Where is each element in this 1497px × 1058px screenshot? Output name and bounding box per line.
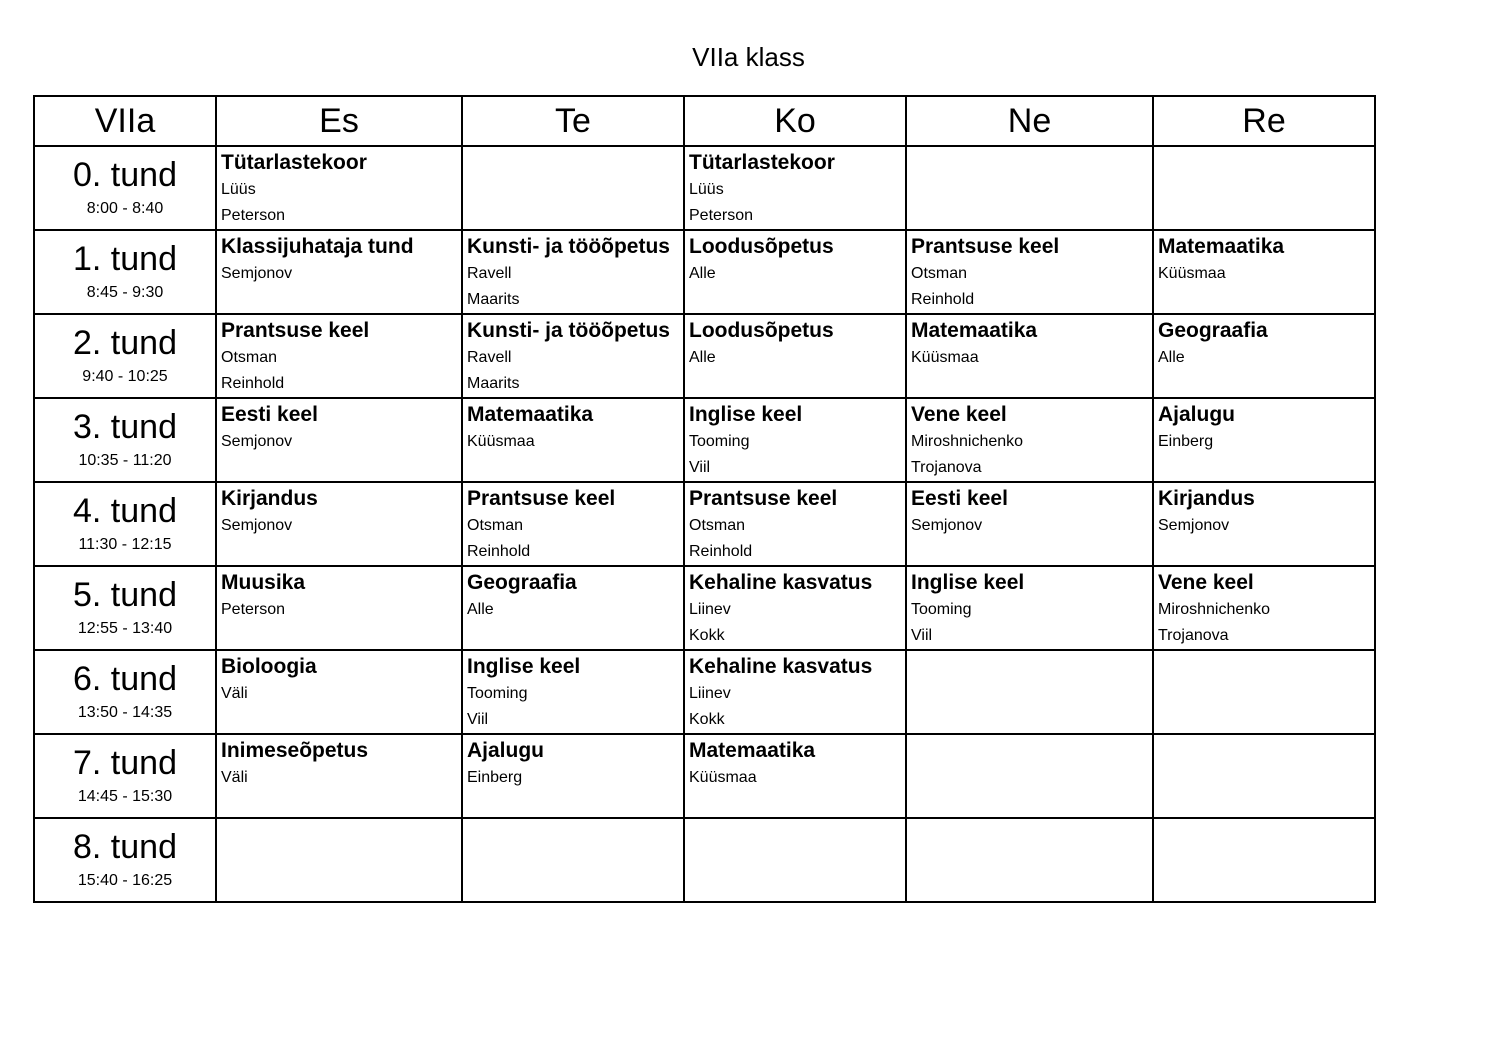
lesson-teacher: Peterson (221, 207, 286, 224)
table-row (34, 314, 1375, 398)
lesson-cell (462, 314, 684, 398)
lesson-cell (684, 398, 906, 482)
period-cell (34, 566, 216, 650)
lesson-subject: Kirjandus (1158, 487, 1255, 510)
lesson-subject: Loodusõpetus (689, 235, 834, 258)
lesson-cell (216, 146, 462, 230)
period-cell (34, 650, 216, 734)
lesson-teacher: Väli (221, 769, 248, 786)
lesson-teacher: Peterson (221, 601, 286, 618)
period-time: 8:45 - 9:30 (86, 284, 164, 301)
lesson-subject: Loodusõpetus (689, 319, 834, 342)
lesson-subject: Prantsuse keel (467, 487, 616, 510)
period-name: 7. tund (73, 744, 177, 782)
lesson-subject: Inglise keel (911, 571, 1025, 594)
lesson-teacher: Alle (689, 265, 716, 282)
lesson-teacher: Semjonov (221, 265, 293, 282)
lesson-cell (462, 482, 684, 566)
table-row (34, 230, 1375, 314)
table-row (34, 818, 1375, 902)
header-corner: VIIa (34, 96, 216, 146)
lesson-subject: Kirjandus (221, 487, 318, 510)
lesson-teacher: Trojanova (1158, 627, 1229, 644)
lesson-cell (216, 314, 462, 398)
lesson-teacher: Semjonov (221, 517, 293, 534)
period-cell (34, 818, 216, 902)
lesson-teacher: Semjonov (911, 517, 983, 534)
period-cell (34, 398, 216, 482)
table-row (34, 398, 1375, 482)
lesson-teacher: Ravell (467, 265, 512, 282)
lesson-teacher: Tooming (467, 685, 528, 702)
lesson-cell (684, 818, 906, 902)
header-day-re: Re (1153, 96, 1375, 146)
period-name: 4. tund (73, 492, 177, 530)
period-name: 0. tund (73, 156, 177, 194)
period-time: 9:40 - 10:25 (82, 368, 168, 385)
table-row (34, 734, 1375, 818)
lesson-teacher: Alle (1158, 349, 1185, 366)
lesson-cell (216, 566, 462, 650)
lesson-cell (216, 734, 462, 818)
lesson-teacher: Otsman (467, 517, 524, 534)
lesson-subject: Ajalugu (1158, 403, 1235, 426)
header-day-es: Es (216, 96, 462, 146)
lesson-cell (1153, 734, 1375, 818)
lesson-cell (462, 734, 684, 818)
lesson-cell (684, 482, 906, 566)
lesson-teacher: Viil (467, 711, 489, 728)
lesson-subject: Matemaatika (467, 403, 594, 426)
lesson-subject: Inglise keel (689, 403, 803, 426)
period-cell (34, 482, 216, 566)
lesson-subject: Matemaatika (1158, 235, 1285, 258)
lesson-teacher: Küüsmaa (467, 433, 535, 450)
lesson-subject: Kehaline kasvatus (689, 571, 873, 594)
lesson-teacher: Einberg (1158, 433, 1214, 450)
lesson-cell (462, 650, 684, 734)
lesson-cell (216, 650, 462, 734)
lesson-subject: Tütarlastekoor (689, 151, 835, 174)
lesson-subject: Ajalugu (467, 739, 544, 762)
lesson-teacher: Küüsmaa (911, 349, 979, 366)
lesson-subject: Eesti keel (221, 403, 318, 426)
period-time: 10:35 - 11:20 (78, 452, 172, 469)
period-cell (34, 734, 216, 818)
period-time: 8:00 - 8:40 (86, 200, 164, 217)
period-time: 14:45 - 15:30 (77, 788, 173, 805)
lesson-subject: Kehaline kasvatus (689, 655, 873, 678)
lesson-teacher: Liinev (689, 685, 731, 702)
period-name: 6. tund (73, 660, 177, 698)
lesson-teacher: Tooming (911, 601, 972, 618)
header-day-ko: Ko (684, 96, 906, 146)
period-cell (34, 146, 216, 230)
lesson-subject: Inglise keel (467, 655, 581, 678)
lesson-subject: Geograafia (1158, 319, 1268, 342)
lesson-cell (462, 818, 684, 902)
period-cell (34, 230, 216, 314)
timetable (33, 95, 1376, 903)
period-name: 8. tund (73, 828, 177, 866)
table-row (34, 482, 1375, 566)
lesson-teacher: Miroshnichenko (911, 433, 1024, 450)
lesson-cell (216, 398, 462, 482)
lesson-teacher: Lüüs (221, 181, 256, 198)
lesson-cell (906, 650, 1153, 734)
lesson-cell (906, 734, 1153, 818)
lesson-teacher: Semjonov (221, 433, 293, 450)
lesson-teacher: Liinev (689, 601, 731, 618)
lesson-cell (1153, 146, 1375, 230)
lesson-subject: Klassijuhataja tund (221, 235, 414, 258)
table-row (34, 146, 1375, 230)
lesson-teacher: Lüüs (689, 181, 724, 198)
lesson-cell (1153, 566, 1375, 650)
lesson-teacher: Viil (689, 459, 711, 476)
lesson-cell (906, 566, 1153, 650)
lesson-teacher: Ravell (467, 349, 512, 366)
lesson-teacher: Semjonov (1158, 517, 1230, 534)
lesson-cell (684, 230, 906, 314)
table-row (34, 650, 1375, 734)
lesson-cell (906, 482, 1153, 566)
lesson-teacher: Maarits (467, 291, 520, 308)
lesson-teacher: Miroshnichenko (1158, 601, 1271, 618)
lesson-cell (906, 230, 1153, 314)
lesson-teacher: Küüsmaa (689, 769, 757, 786)
lesson-teacher: Reinhold (467, 543, 531, 560)
lesson-teacher: Alle (467, 601, 494, 618)
lesson-cell (216, 482, 462, 566)
header-row (34, 96, 1375, 146)
lesson-teacher: Kokk (689, 711, 725, 728)
period-time: 12:55 - 13:40 (77, 620, 173, 637)
period-time: 13:50 - 14:35 (77, 704, 173, 721)
lesson-cell (906, 146, 1153, 230)
page-title: VIIa klass (692, 42, 805, 72)
lesson-subject: Prantsuse keel (221, 319, 370, 342)
lesson-cell (684, 146, 906, 230)
header-day-ne: Ne (906, 96, 1153, 146)
lesson-subject: Geograafia (467, 571, 577, 594)
lesson-cell (684, 650, 906, 734)
period-cell (34, 314, 216, 398)
period-time: 15:40 - 16:25 (77, 872, 173, 889)
lesson-subject: Muusika (221, 571, 306, 594)
lesson-teacher: Otsman (689, 517, 746, 534)
lesson-cell (684, 566, 906, 650)
lesson-subject: Inimeseõpetus (221, 739, 369, 762)
lesson-teacher: Väli (221, 685, 248, 702)
lesson-teacher: Reinhold (911, 291, 975, 308)
lesson-teacher: Kokk (689, 627, 725, 644)
lesson-cell (1153, 314, 1375, 398)
lesson-teacher: Einberg (467, 769, 523, 786)
lesson-cell (906, 398, 1153, 482)
lesson-subject: Prantsuse keel (689, 487, 838, 510)
lesson-cell (216, 818, 462, 902)
lesson-cell (684, 734, 906, 818)
period-name: 2. tund (73, 324, 177, 362)
lesson-cell (906, 818, 1153, 902)
period-time: 11:30 - 12:15 (78, 536, 172, 553)
lesson-teacher: Trojanova (911, 459, 982, 476)
lesson-cell (1153, 818, 1375, 902)
lesson-teacher: Otsman (911, 265, 968, 282)
lesson-subject: Matemaatika (911, 319, 1038, 342)
lesson-cell (462, 230, 684, 314)
lesson-cell (216, 230, 462, 314)
lesson-cell (462, 146, 684, 230)
lesson-subject: Bioloogia (221, 655, 317, 678)
lesson-teacher: Tooming (689, 433, 750, 450)
table-row (34, 566, 1375, 650)
lesson-teacher: Peterson (689, 207, 754, 224)
lesson-cell (1153, 650, 1375, 734)
lesson-subject: Kunsti- ja tööõpetus (467, 319, 670, 342)
header-day-te: Te (462, 96, 684, 146)
lesson-teacher: Reinhold (689, 543, 753, 560)
lesson-subject: Kunsti- ja tööõpetus (467, 235, 670, 258)
lesson-subject: Prantsuse keel (911, 235, 1060, 258)
lesson-subject: Vene keel (911, 403, 1007, 426)
period-name: 3. tund (73, 408, 177, 446)
lesson-cell (684, 314, 906, 398)
lesson-subject: Eesti keel (911, 487, 1008, 510)
lesson-teacher: Küüsmaa (1158, 265, 1226, 282)
lesson-teacher: Reinhold (221, 375, 285, 392)
lesson-teacher: Otsman (221, 349, 278, 366)
lesson-cell (462, 398, 684, 482)
lesson-cell (1153, 482, 1375, 566)
lesson-cell (462, 566, 684, 650)
lesson-cell (1153, 398, 1375, 482)
period-name: 5. tund (73, 576, 177, 614)
period-name: 1. tund (73, 240, 177, 278)
lesson-subject: Vene keel (1158, 571, 1254, 594)
lesson-teacher: Viil (911, 627, 933, 644)
lesson-cell (906, 314, 1153, 398)
lesson-subject: Tütarlastekoor (221, 151, 367, 174)
lesson-teacher: Alle (689, 349, 716, 366)
lesson-subject: Matemaatika (689, 739, 816, 762)
lesson-cell (1153, 230, 1375, 314)
lesson-teacher: Maarits (467, 375, 520, 392)
